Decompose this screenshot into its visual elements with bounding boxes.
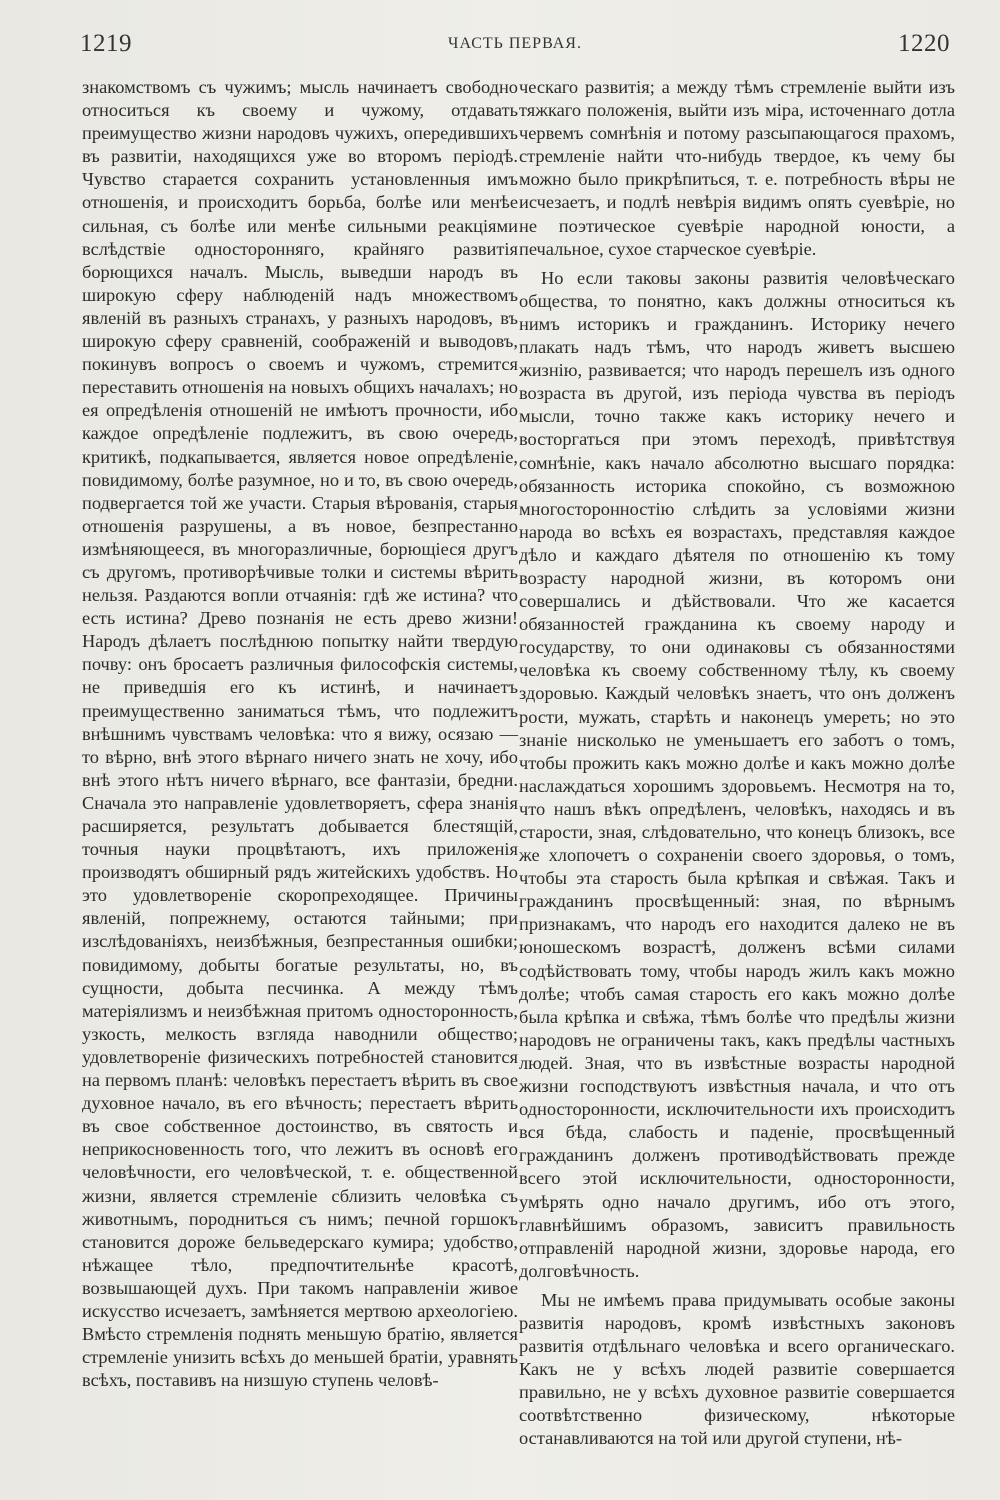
- paragraph: Мы не имѣемъ права придумывать особые законы развитія народовъ, кромѣ извѣстныхъ законовъ развитія отдѣльнаго человѣка и всего органическаго. Какъ не у всѣхъ людей развитіе совершается правильно, не у всѣхъ духовное развитіе совершается соотвѣтственно физическому, нѣкоторые останавливаются на той или другой ступени, нѣ-: [519, 1289, 955, 1449]
- paragraph: Но если таковы законы развитія человѣческаго общества, то понятно, какъ должны относиться къ нимъ историкъ и гражданинъ. Историку нечего плакать надъ тѣмъ, что народъ живетъ высшею жизнію, развивается; что народъ перешелъ изъ одного возраста въ другой, изъ періода чувства въ періодъ мысли, точно также какъ историку нечего и восторгаться при этомъ переходѣ, привѣтствуя сомнѣніе, какъ начало абсолютно высшаго порядка: обязанность историка спокойно, съ возможною многосторонностію слѣдить за условіями жизни народа во всѣхъ ея возрастахъ, представляя каждое дѣло и каждаго дѣятеля по отношенію къ тому возрасту народной жизни, въ которомъ они совершались и дѣйствовали. Что же касается обязанностей гражданина къ своему народу и государству, то они одинаковы съ обязанностями человѣка къ своему собственному тѣлу, къ своему здоровью. Каждый человѣкъ знаетъ, что онъ долженъ рости, мужать, старѣть и наконецъ умереть; но это знаніе нисколько не уменьшаетъ его заботъ о томъ, чтобы прожить какъ можно долѣе и какъ можно долѣе наслаждаться хорошимъ здоровьемъ. Несмотря на то, что нашъ вѣкъ опредѣленъ, человѣкъ, находясь и въ старости, зная, слѣдовательно, что конецъ близокъ, все же хлопочетъ о сохраненіи своего здоровья, о томъ, чтобы эта старость была крѣпкая и свѣжая. Такъ и гражданинъ просвѣщенный: зная, по вѣрнымъ признакамъ, что народъ его находится далеко не въ юношескомъ возрастѣ, долженъ всѣми силами содѣйствовать тому, чтобы народъ жилъ какъ можно долѣе; чтобъ самая старость его какъ можно долѣе была крѣпка и свѣжа, тѣмъ болѣе что предѣлы жизни народовъ не ограничены такъ, какъ предѣлы частныхъ людей. Зная, что въ извѣстные возрасты народной жизни господствуютъ извѣстныя начала, и что отъ односторонности, исключительности ихъ происходитъ вся бѣда, слабость и паденіе, просвѣщенный гражданинъ долженъ противодѣйствовать прежде всего этой исключительности, односторонности, умѣрять одно начало другимъ, ибо отъ этого, главнѣйшимъ образомъ, зависитъ правильность отправленій народной жизни, здоровье народа, его долговѣчность.: [519, 267, 955, 1281]
- paragraph: знакомствомъ съ чужимъ; мысль начинаетъ свободно относиться къ своему и чужому, отдавать преимущество жизни народовъ чужихъ, опередившихъ въ развитіи, находящихся уже во второмъ періодѣ. Чувство старается сохранить установленныя имъ отношенія, и происходитъ борьба, болѣе или менѣе сильная, съ болѣе или менѣе сильными реакціями вслѣдствіе односторонняго, крайняго развитія борющихся началъ. Мысль, выведши народъ въ широкую сферу наблюденій надъ множествомъ явленій въ разныхъ странахъ, у разныхъ народовъ, въ широкую сферу сравненій, соображеній и выводовъ, покинувъ вопросъ о своемъ и чужомъ, стремится переставить отношенія на новыхъ общихъ началахъ; но ея опредѣленія отношеній не имѣютъ прочности, ибо каждое опредѣленіе подлежитъ, въ свою очередь, критикѣ, подкапывается, является новое опредѣленіе, повидимому, болѣе разумное, но и то, въ свою очередь, подвергается той же участи. Старыя вѣрованія, старыя отношенія разрушены, а въ новое, безпрестанно измѣняющееся, въ многоразличные, борющіеся другъ съ другомъ, противорѣчивые толки и системы вѣрить нельзя. Раздаются вопли отчаянія: гдѣ же истина? что есть истина? Древо познанія не есть древо жизни! Народъ дѣлаетъ послѣднюю попытку найти твердую почву: онъ бросаетъ различныя философскія системы, не приведшія его къ истинѣ, и начинаетъ преимущественно заниматься тѣмъ, что подлежитъ внѣшнимъ чувствамъ человѣка: что я вижу, осязаю — то вѣрно, внѣ этого вѣрнаго ничего знать не хочу, ибо внѣ этого нѣтъ ничего вѣрнаго, все фантазіи, бредни. Сначала это направленіе удовлетворяетъ, сфера знанія расширяется, результатъ добывается блестящій, точныя науки процвѣтаютъ, ихъ приложенія производятъ обширный рядъ житейскихъ удобствъ. Но это удовлетвореніе скоропреходящее. Причины явленій, попрежнему, остаются тайными; при изслѣдованіяхъ, неизбѣжныя, безпрестанныя ошибки; повидимому, добыты богатые результаты, но, въ сущности, добыта песчинка. А между тѣмъ матеріялизмъ и неизбѣжная притомъ односторонность, узкость, мелкость взгляда наводнили общество; удовлетвореніе физическихъ потребностей становится на первомъ планѣ: человѣкъ перестаетъ вѣрить въ свое духовное начало, въ его вѣчность; перестаетъ вѣрить въ свое собственное достоинство, въ святость и неприкосновенность того, что лежитъ въ основѣ его человѣчности, его человѣческой, т. е. общественной жизни, является стремленіе сблизить человѣка съ животнымъ, породниться съ нимъ; печной горшокъ становится дороже бельведерскаго кумира; удобство, нѣжащее тѣло, предпочтительнѣе красотѣ, возвышающей духъ. При такомъ направленіи живое искусство исчезаетъ, замѣняется мертвою археологіею. Вмѣсто стремленія поднять меньшую братію, является стремленіе унизить всѣхъ до меньшей братіи, уравнять всѣхъ, поставивъ на низшую ступень человѣ-: [82, 77, 518, 1391]
- paragraph: ческаго развитія; а между тѣмъ стремленіе выйти изъ тяжкаго положенія, выйти изъ міра, источеннаго дотла червемъ сомнѣнія и потому разсыпающагося прахомъ, стремленіе найти что-нибудь твердое, къ чему бы можно было прикрѣпиться, т. е. потребность вѣры не исчезаетъ, и подлѣ невѣрія видимъ опять суевѣріе, но не поэтическое суевѣріе народной юности, а печальное, сухое старческое суевѣріе.: [519, 77, 955, 259]
- page-header: [70, 30, 960, 60]
- right-text-column: [519, 76, 955, 1451]
- left-page-number: 1219: [80, 30, 132, 57]
- running-head: ЧАСТЬ ПЕРВАЯ.: [448, 35, 582, 52]
- left-text-column: [82, 76, 518, 1392]
- right-page-number: 1220: [898, 30, 950, 57]
